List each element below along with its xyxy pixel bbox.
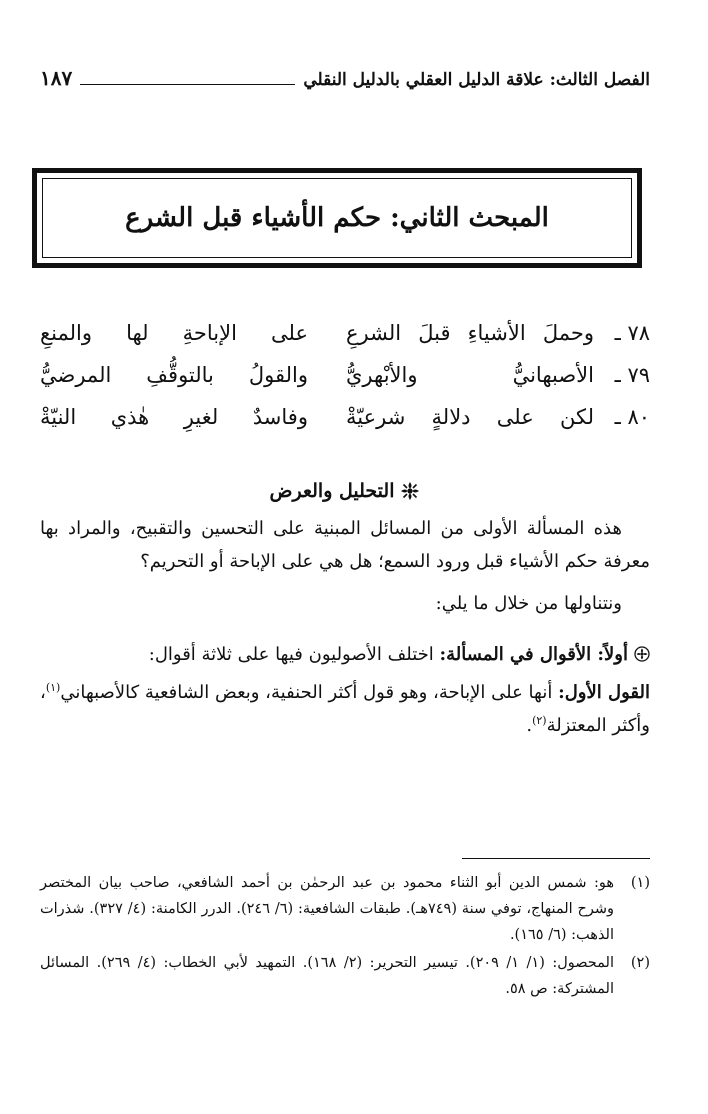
chapter-title: الفصل الثالث: علاقة الدليل العقلي بالدليل النقلي (303, 70, 650, 90)
verse-second-hemistich: والقولُ بالتوقُّفِ المرضيُّ (40, 363, 308, 387)
floral-ornament-icon (400, 481, 420, 501)
footnote-text: المحصول: (١/ ١/ ٢٠٩). تيسير التحرير: (٢/ ١٦٨). التمهيد لأبي الخطاب: (٤/ ٢٦٩). المسائل المشتركة: ص ٥٨. (40, 955, 614, 997)
body-text (40, 513, 650, 742)
verse-first-hemistich: لكن على دلالةٍ شرعيّةْ (346, 405, 594, 429)
verse-number: ٧٨ ـ (614, 321, 650, 345)
verse-block (40, 312, 650, 438)
footnote-number: (٢) (630, 955, 650, 971)
verse-number: ٨٠ ـ (614, 405, 650, 429)
paragraph (40, 677, 650, 742)
verse-line (40, 396, 650, 438)
section-title-inner-frame (42, 178, 632, 258)
footnote-divider (462, 858, 650, 859)
footnote (40, 950, 650, 1002)
paragraph (40, 639, 650, 672)
first-opinion-label: القول الأول: (558, 682, 650, 703)
verse-number: ٧٩ ـ (614, 363, 650, 387)
footnote-ref: (١) (45, 681, 61, 694)
running-header (40, 66, 650, 90)
footnote-number: (١) (630, 875, 650, 891)
footnote (40, 870, 650, 948)
footnotes (40, 870, 650, 1004)
points-label: أولاً: الأقوال في المسألة: (439, 643, 628, 665)
points-text: اختلف الأصوليون فيها على ثلاثة أقوال: (148, 643, 434, 665)
first-opinion-text: ، وأكثر المعتزلة (40, 682, 650, 736)
verse-line (40, 312, 650, 354)
header-rule (80, 84, 295, 85)
analysis-heading (40, 480, 650, 502)
first-opinion-text: . (526, 714, 533, 736)
verse-first-hemistich: الأصبهانيُّ والأبْهريُّ (346, 363, 594, 387)
rosette-bullet-icon (634, 646, 650, 662)
verse-line (40, 354, 650, 396)
section-title-frame (32, 168, 642, 268)
section-title: المبحث الثاني: حكم الأشياء قبل الشرع (125, 203, 549, 233)
footnote-text: هو: شمس الدين أبو الثناء محمود بن عبد الرحمٰن بن أحمد الشافعي، صاحب بيان المختصر وشرح المنهاج، توفي سنة (٧٤٩هـ). طبقات الشافعية: (٦/ ٢٤٦). الدرر الكامنة: (٤/ ٣٢٧). شذرات الذهب: (٦/ ١٦٥). (40, 875, 615, 943)
first-opinion-text: أنها على الإباحة، وهو قول أكثر الحنفية، وبعض الشافعية كالأصبهاني (60, 682, 553, 703)
verse-second-hemistich: على الإباحةِ لها والمنعِ (40, 321, 308, 345)
analysis-heading-text: التحليل والعرض (269, 480, 395, 502)
verse-second-hemistich: وفاسدٌ لغيرِ هٰذي النيّةْ (40, 405, 308, 429)
verse-first-hemistich: وحملَ الأشياءِ قبلَ الشرعِ (346, 321, 594, 345)
page-number: ١٨٧ (40, 66, 73, 90)
paragraph: ونتناولها من خلال ما يلي: (435, 593, 622, 614)
footnote-ref: (٢) (532, 713, 547, 727)
paragraph: هذه المسألة الأولى من المسائل المبنية على التحسين والتقبيح، والمراد بها معرفة حكم الأشياء قبل ورود السمع؛ هل هي على الإباحة أو التحريم؟ (40, 518, 650, 572)
